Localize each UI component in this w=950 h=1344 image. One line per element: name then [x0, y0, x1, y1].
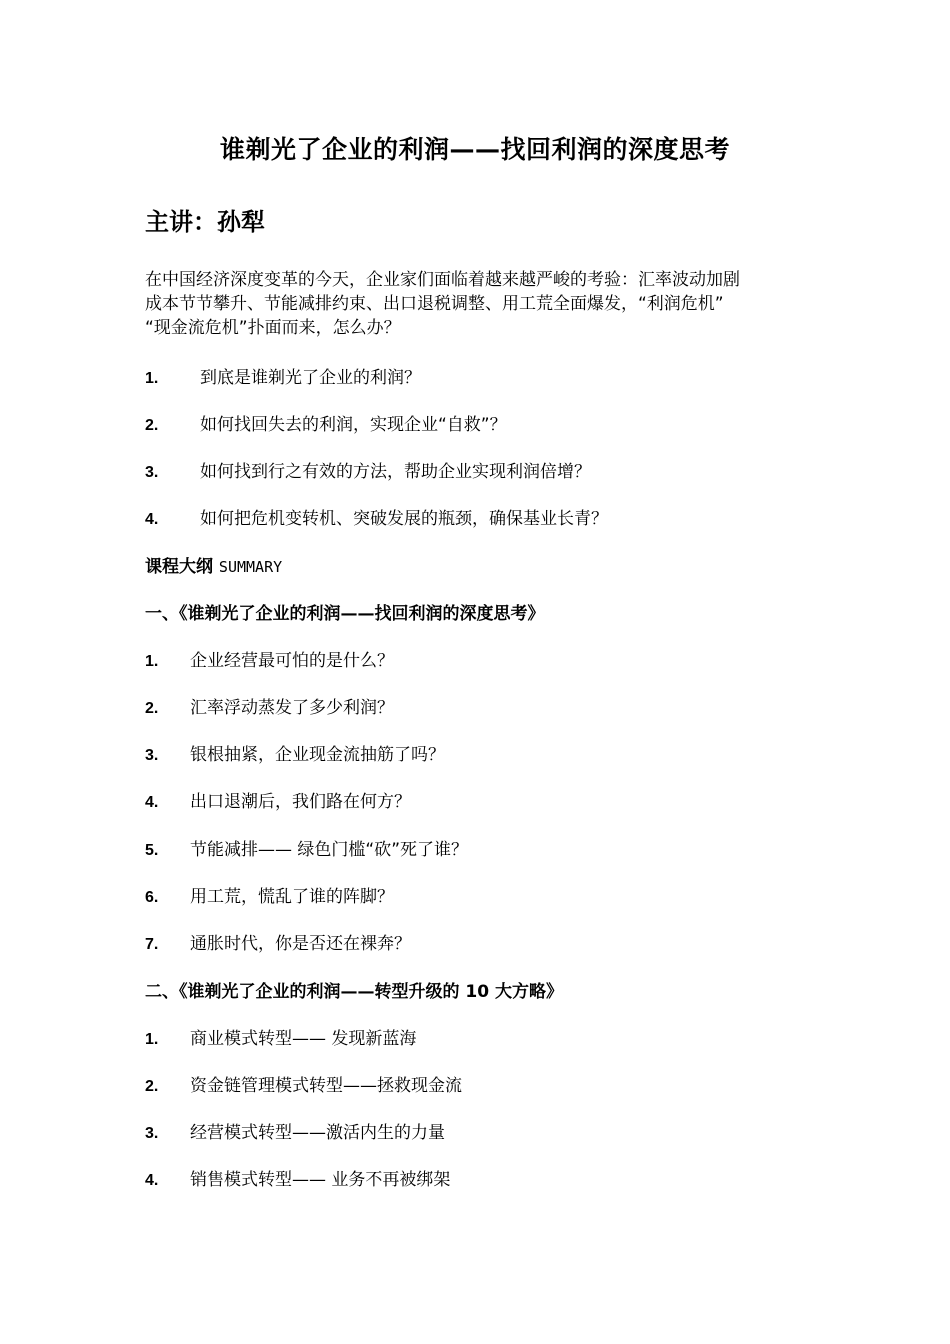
outline-item-number: 5. — [145, 842, 159, 859]
outline-item — [145, 649, 394, 674]
question-item — [145, 413, 507, 438]
outline-item-text: 汇率浮动蒸发了多少利润？ — [190, 698, 394, 718]
section-1-heading: 一、《谁剃光了企业的利润——找回利润的深度思考》 — [145, 604, 545, 624]
outline-item-number: 7. — [145, 936, 159, 953]
outline-item-number: 1. — [145, 1031, 159, 1048]
question-text: 如何找到行之有效的方法，帮助企业实现利润倍增？ — [200, 462, 591, 482]
question-text: 如何找回失去的利润，实现企业“自救”？ — [200, 415, 507, 435]
intro-line: 在中国经济深度变革的今天，企业家们面临着越来越严峻的考验：汇率波动加剧 — [145, 270, 740, 290]
question-number: 4. — [145, 511, 159, 528]
outline-item-text: 通胀时代，你是否还在裸奔？ — [190, 934, 411, 954]
outline-item-text: 资金链管理模式转型——拯救现金流 — [190, 1076, 462, 1096]
outline-item-number: 2. — [145, 1078, 159, 1095]
outline-label: 课程大纲 — [145, 557, 213, 577]
question-text: 如何把危机变转机、突破发展的瓶颈，确保基业长青？ — [200, 509, 608, 529]
outline-item-text: 经营模式转型——激活内生的力量 — [190, 1123, 445, 1143]
question-number: 1. — [145, 370, 159, 387]
outline-item-number: 6. — [145, 889, 159, 906]
intro-line: 成本节节攀升、节能减排约束、出口退税调整、用工荒全面爆发，“利润危机” — [145, 294, 724, 314]
outline-item — [145, 1121, 445, 1146]
intro-paragraph — [145, 268, 825, 340]
outline-item-number: 1. — [145, 653, 159, 670]
outline-label-en: SUMMARY — [218, 558, 283, 576]
outline-item — [145, 790, 411, 815]
outline-item — [145, 1168, 450, 1193]
question-item — [145, 460, 591, 485]
outline-item-number: 3. — [145, 747, 159, 764]
outline-item — [145, 838, 468, 863]
document-title: 谁剃光了企业的利润——找回利润的深度思考 — [219, 135, 730, 164]
question-item — [145, 507, 608, 532]
speaker-line: 主讲：孙犁 — [145, 208, 265, 236]
question-text: 到底是谁剃光了企业的利润？ — [200, 368, 421, 388]
intro-line: “现金流危机”扑面而来，怎么办？ — [145, 318, 401, 338]
outline-item-text: 销售模式转型—— 业务不再被绑架 — [190, 1170, 451, 1190]
question-number: 3. — [145, 464, 159, 481]
outline-item — [145, 1027, 416, 1052]
outline-item-text: 商业模式转型—— 发现新蓝海 — [190, 1029, 417, 1049]
outline-item — [145, 743, 445, 768]
outline-item-text: 用工荒，慌乱了谁的阵脚？ — [190, 887, 394, 907]
outline-item — [145, 932, 411, 957]
outline-item-number: 4. — [145, 794, 159, 811]
section-2-heading: 二、《谁剃光了企业的利润——转型升级的 10 大方略》 — [145, 982, 563, 1002]
outline-item — [145, 1074, 462, 1099]
outline-item-number: 2. — [145, 700, 159, 717]
question-item — [145, 366, 421, 391]
outline-item — [145, 696, 394, 721]
outline-item-number: 4. — [145, 1172, 159, 1189]
outline-heading — [145, 555, 282, 579]
outline-item-text: 出口退潮后，我们路在何方？ — [190, 792, 411, 812]
outline-item — [145, 885, 394, 910]
outline-item-text: 企业经营最可怕的是什么？ — [190, 651, 394, 671]
question-number: 2. — [145, 417, 159, 434]
outline-item-text: 银根抽紧，企业现金流抽筋了吗？ — [190, 745, 445, 765]
outline-item-text: 节能减排—— 绿色门槛“砍”死了谁？ — [190, 840, 469, 860]
outline-item-number: 3. — [145, 1125, 159, 1142]
